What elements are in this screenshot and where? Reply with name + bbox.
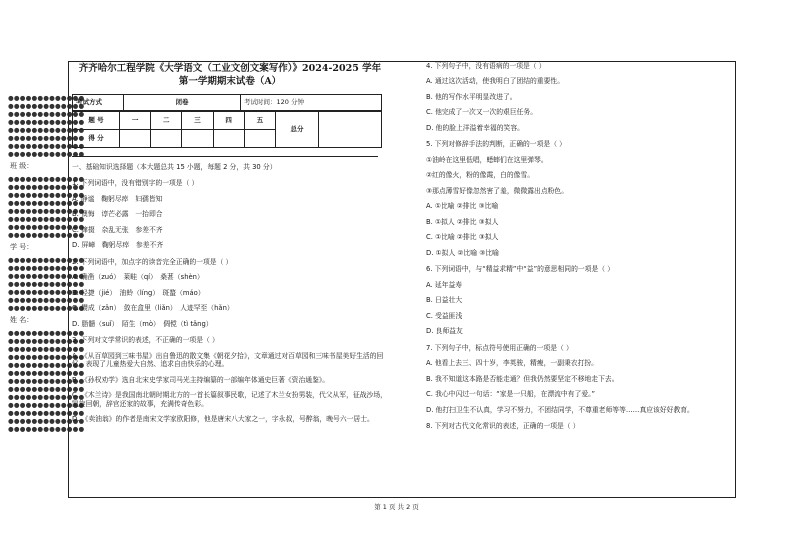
binding-dots: ●●●●●●●●●●●●● (8, 288, 85, 296)
question-no-label: 题 号 (73, 112, 120, 130)
exam-title-line2: 第一学期期末试卷（A） (178, 76, 282, 87)
question-stem: 5. 下列对修辞手法的判断，正确的一项是（ ） (426, 140, 566, 149)
option: D. 屏嶂 鞠躬尽瘁 参差不齐 (72, 241, 164, 250)
sentence: ②红的像火，粉的像霞，白的像雪。 (426, 171, 535, 180)
binding-dots: ●●●●●●●●●●●●● (8, 142, 85, 150)
option: B. 懊悔 谆芒必露 一抬即合 (72, 210, 163, 219)
section-cell: 一 (120, 112, 151, 130)
binding-dots: ●●●●●●●●●●●●● (8, 199, 85, 207)
binding-dots: ●●●●●●●●●●●●● (8, 280, 85, 288)
option: C. 攒成（zǎn） 敛在盒里（liǎn） 人迹罕至（hǎn） (72, 304, 234, 313)
question-stem: 1. 下列词语中，没有错别字的一项是（ ） (72, 179, 199, 188)
section-heading: 一、基础知识选择题（本大题总共 15 小题，每题 2 分，共 30 分） (72, 163, 277, 171)
option: B. 日益壮大 (426, 296, 463, 305)
question-stem: 7. 下列句子中，标点符号使用正确的一项是（ ） (426, 343, 573, 352)
binding-dots: ●●●●●●●●●●●●● (8, 417, 85, 425)
divider (72, 156, 378, 157)
question-stem: 4. 下列句子中，没有语病的一项是（ ） (426, 62, 546, 70)
option: A. 延年益寿 (426, 280, 463, 289)
binding-dots: ●●●●●●●●●●●●● (8, 409, 85, 417)
section-cell: 二 (151, 112, 182, 130)
score-table (72, 111, 382, 148)
option: D. ①拟人 ②比喻 ③比喻 (426, 248, 499, 257)
binding-dots: ●●●●●●●●●●●●● (8, 150, 85, 158)
binding-dots: ●●●●●●●●●●●●● (8, 231, 85, 239)
option: A. 通过这次活动，使我明白了团结的重要性。 (426, 77, 564, 86)
binding-dots: ●●●●●●●●●●●●● (8, 134, 85, 142)
option: C. 撺掇 杂乱无张 参差不齐 (72, 225, 163, 234)
option: D. 他打扫卫生不认真，学习不努力，不团结同学，不尊重老师等等……真应该好好教育。 (426, 405, 694, 414)
score-cell[interactable] (120, 130, 151, 148)
binding-dots: ●●●●●●●●●●●●● (8, 207, 85, 215)
binding-dots: ●●●●●●●●●●●●● (8, 361, 85, 369)
score-cell[interactable] (182, 130, 213, 148)
option: A. 静谧 鞠躬尽瘁 妇孺皆知 (72, 194, 163, 203)
binding-dots: ●●●●●●●●●●●●● (8, 353, 85, 361)
name-label: 姓 名： (10, 316, 34, 324)
exam-title-line1: 齐齐哈尔工程学院《大学语文（工业文创文案写作）》2024-2025 学年 (78, 63, 382, 74)
question-stem: 3. 下列对文学常识的表述，不正确的一项是（ ） (72, 336, 219, 345)
binding-dots: ●●●●●●●●●●●●● (8, 126, 85, 134)
binding-dots: ●●●●●●●●●●●●● (8, 345, 85, 353)
sentence: ③那点薄雪好像忽然害了羞，微微露出点粉色。 (426, 186, 569, 195)
binding-dots: ●●●●●●●●●●●●● (8, 425, 85, 433)
section-cell: 五 (244, 112, 275, 130)
binding-dots: ●●●●●●●●●●●●● (8, 223, 85, 231)
sentence: ①油岭在这里低唱，蟋蟀们在这里弹琴。 (426, 155, 548, 164)
binding-dots: ●●●●●●●●●●●●● (8, 215, 85, 223)
binding-dots: ●●●●●●●●●●●●● (8, 94, 85, 102)
binding-dots: ●●●●●●●●●●●●● (8, 329, 85, 337)
option: A. ①比喻 ②排比 ③比喻 (426, 202, 499, 211)
option: A. 他看上去三、四十岁，李英骏，精瘦，一副秉衣打扮。 (426, 359, 598, 368)
total-label: 总分 (276, 112, 319, 148)
score-label: 得 分 (73, 130, 120, 148)
exam-info-table (72, 94, 382, 111)
binding-dots: ●●●●●●●●●●●●● (8, 264, 85, 272)
option: C. ①比喻 ②排比 ③拟人 (426, 233, 499, 242)
binding-dots: ●●●●●●●●●●●●● (8, 272, 85, 280)
option: B. 他的写作水平明显改进了。 (426, 92, 517, 101)
binding-dots: ●●●●●●●●●●●●● (8, 296, 85, 304)
student-id-label: 学 号： (10, 243, 34, 251)
binding-dots: ●●●●●●●●●●●●● (8, 110, 85, 118)
option: D. 良师益友 (426, 327, 463, 336)
option: B. 《孙权劝学》选自北宋史学家司马光主持编纂的一部编年体通史巨著《资治通鉴》。 (72, 375, 330, 384)
binding-dots: ●●●●●●●●●●●●● (8, 304, 85, 312)
binding-dots: ●●●●●●●●●●●●● (8, 401, 85, 409)
binding-dots: ●●●●●●●●●●●●● (8, 175, 85, 183)
exam-mode-value: 闭卷 (124, 95, 241, 111)
question-stem: 8. 下列对古代文化常识的表述，正确的一项是（ ） (426, 422, 580, 431)
binding-dots: ●●●●●●●●●●●●● (8, 183, 85, 191)
option: A. 《从百草园到三味书屋》出自鲁迅的散文集《朝花夕拾》，文章通过对百草园和三味书屋美好生活的回忆，表现了儿童热爱大自然、追求自由快乐的心理。 (72, 351, 384, 369)
section-cell: 三 (182, 112, 213, 130)
exam-time: 考试时间：120 分钟 (241, 95, 382, 111)
binding-strip (8, 94, 85, 515)
option: B. 我不知道这本路是否能走通？但我仍然要坚定不移地走下去。 (426, 374, 619, 383)
binding-dots: ●●●●●●●●●●●●● (8, 337, 85, 345)
binding-dots: ●●●●●●●●●●●●● (8, 369, 85, 377)
option: D. 脂髓（suǐ） 陌生（mò） 倜傥（tì tǎng） (72, 319, 213, 328)
exam-mode-label: 考试方式 (73, 95, 124, 111)
question-stem: 2. 下列词语中，加点字的读音完全正确的一项是（ ） (72, 257, 233, 266)
total-score-cell[interactable] (319, 112, 382, 148)
binding-dots: ●●●●●●●●●●●●● (8, 191, 85, 199)
binding-dots: ●●●●●●●●●●●●● (8, 256, 85, 264)
binding-dots: ●●●●●●●●●●●●● (8, 393, 85, 401)
option: C. 《木兰诗》是我国南北朝时期北方的一首长篇叙事民歌，记述了木兰女扮男装，代父从军，征战沙场，凯旋回朝，辞官还家的故事，充满传奇色彩。 (72, 391, 387, 408)
binding-dots: ●●●●●●●●●●●●● (8, 102, 85, 110)
question-stem: 6. 下列词语中，与“精益求精”中“益”的意思相同的一项是（ ） (426, 265, 615, 274)
binding-dots: ●●●●●●●●●●●●● (8, 377, 85, 385)
score-cell[interactable] (213, 130, 244, 148)
score-cell[interactable] (151, 130, 182, 148)
option: B. ①拟人 ②排比 ③拟人 (426, 217, 499, 226)
left-column (72, 62, 388, 424)
option: C. 受益匪浅 (426, 311, 463, 320)
binding-dots: ●●●●●●●●●●●●● (8, 118, 85, 126)
option: D. 《卖油翁》的作者是南宋文学家欧阳修，他是唐宋八大家之一，字永叔，号醉翁，晚号六一居士。 (72, 415, 374, 424)
section-cell: 四 (213, 112, 244, 130)
right-column (426, 62, 732, 431)
class-label: 班 级： (10, 162, 34, 170)
score-cell[interactable] (244, 130, 275, 148)
option: C. 我心中闪过一句话：“家是一只船，在漂流中有了爱。” (426, 390, 596, 399)
option: D. 他的脸上洋溢着幸福的笑容。 (426, 123, 524, 132)
binding-dots: ●●●●●●●●●●●●● (8, 385, 85, 393)
page-footer: 第 1 页 共 2 页 (374, 503, 419, 511)
option: B. 轻捷（jié） 油蛉（líng） 斑蝥（máo） (72, 288, 205, 297)
option: A. 确凿（zuó） 莱畦（qí） 桑葚（shèn） (72, 273, 204, 282)
option: C. 他完成了一次又一次的艰巨任务。 (426, 108, 538, 117)
